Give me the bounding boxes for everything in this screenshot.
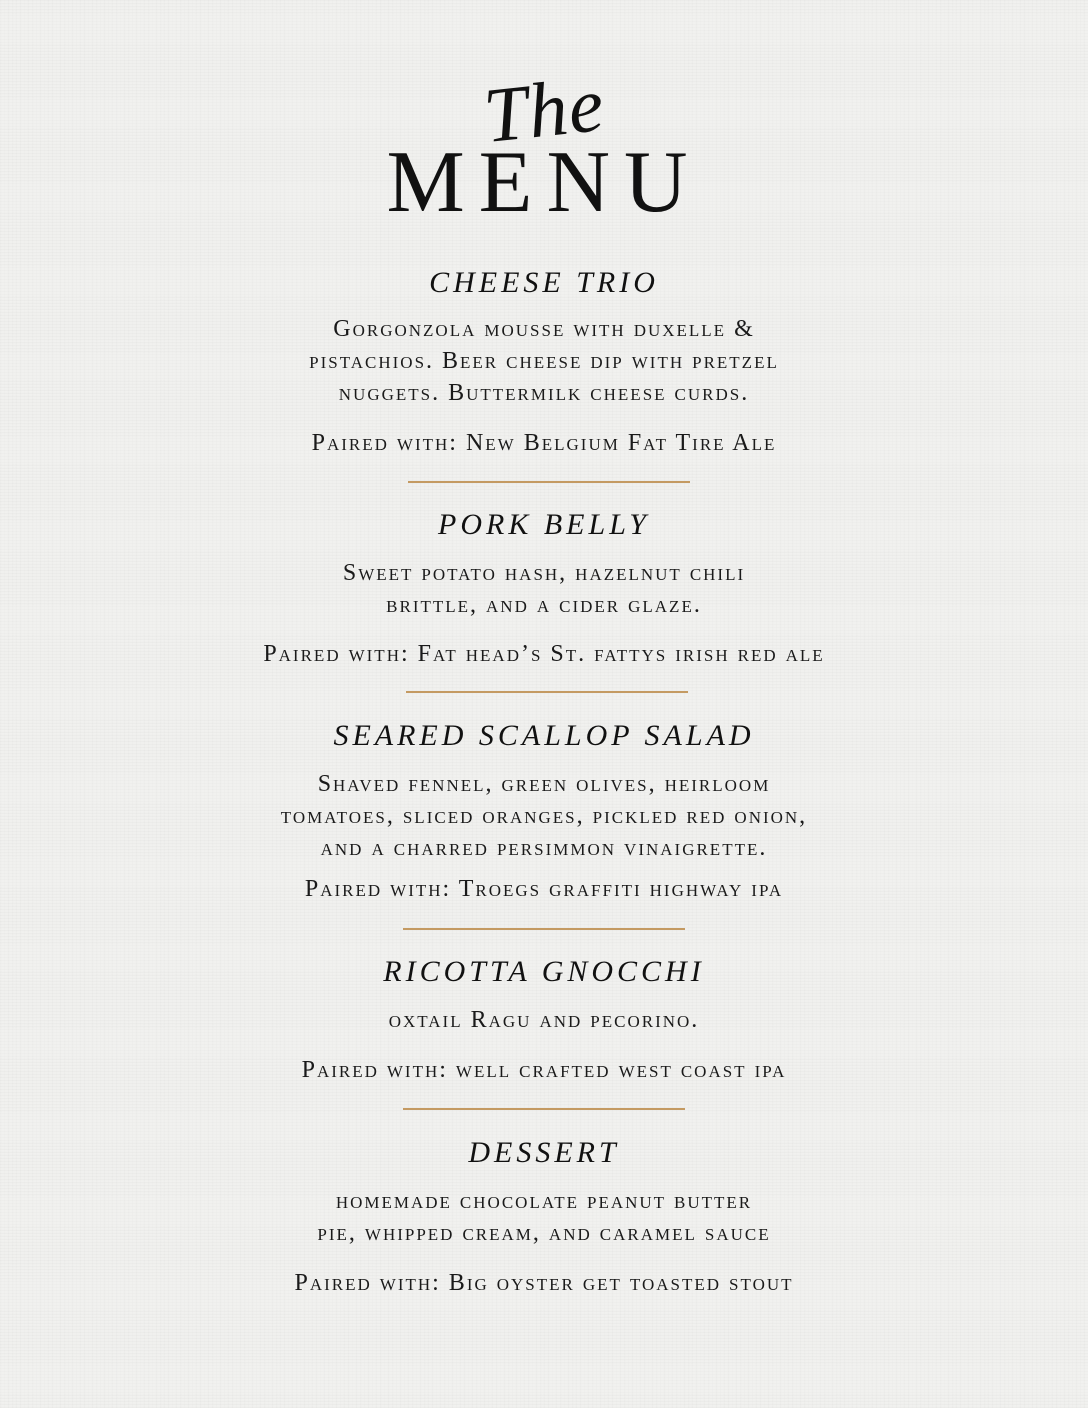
- course-pairing-cheese-trio: Paired with: New Belgium Fat Tire Ale: [311, 430, 777, 456]
- description-line: brittle, and a cider glaze.: [386, 592, 702, 618]
- course-pairing-dessert: Paired with: Big oyster get toasted stout: [294, 1270, 794, 1296]
- divider: [403, 928, 685, 930]
- description-line: nuggets. Buttermilk cheese curds.: [338, 380, 750, 406]
- divider: [408, 481, 690, 483]
- divider: [403, 1108, 685, 1110]
- description-line: oxtail Ragu and pecorino.: [388, 1007, 700, 1033]
- description-line: homemade chocolate peanut butter: [335, 1188, 753, 1214]
- description-line: Shaved fennel, green olives, heirloom: [317, 771, 771, 797]
- description-line: Sweet potato hash, hazelnut chili: [342, 560, 746, 586]
- course-title-dessert: DESSERT: [468, 1136, 620, 1169]
- description-line: pie, whipped cream, and caramel sauce: [317, 1220, 771, 1246]
- course-title-pork-belly: PORK BELLY: [438, 508, 650, 541]
- course-description-cheese-trio: [0, 313, 1088, 409]
- description-line: pistachios. Beer cheese dip with pretzel: [309, 348, 779, 374]
- header-script-the: The: [479, 59, 609, 160]
- page-title: MENU: [386, 134, 702, 231]
- course-description-pork-belly: [0, 557, 1088, 621]
- course-title-cheese-trio: CHEESE TRIO: [429, 266, 659, 299]
- description-line: tomatoes, sliced oranges, pickled red onion,: [280, 803, 808, 829]
- description-line: Gorgonzola mousse with duxelle &: [333, 316, 755, 342]
- course-description-seared-scallop-salad: [0, 768, 1088, 864]
- description-line: and a charred persimmon vinaigrette.: [320, 835, 768, 861]
- divider: [406, 691, 688, 693]
- course-pairing-pork-belly: Paired with: Fat head’s St. fattys irish red ale: [263, 641, 825, 667]
- course-pairing-seared-scallop-salad: Paired with: Troegs graffiti highway ipa: [304, 876, 784, 902]
- course-pairing-ricotta-gnocchi: Paired with: well crafted west coast ipa: [301, 1057, 787, 1083]
- course-description-dessert: [0, 1185, 1088, 1249]
- course-title-seared-scallop-salad: SEARED SCALLOP SALAD: [333, 719, 755, 752]
- course-title-ricotta-gnocchi: RICOTTA GNOCCHI: [383, 955, 705, 988]
- course-description-ricotta-gnocchi: [0, 1004, 1088, 1036]
